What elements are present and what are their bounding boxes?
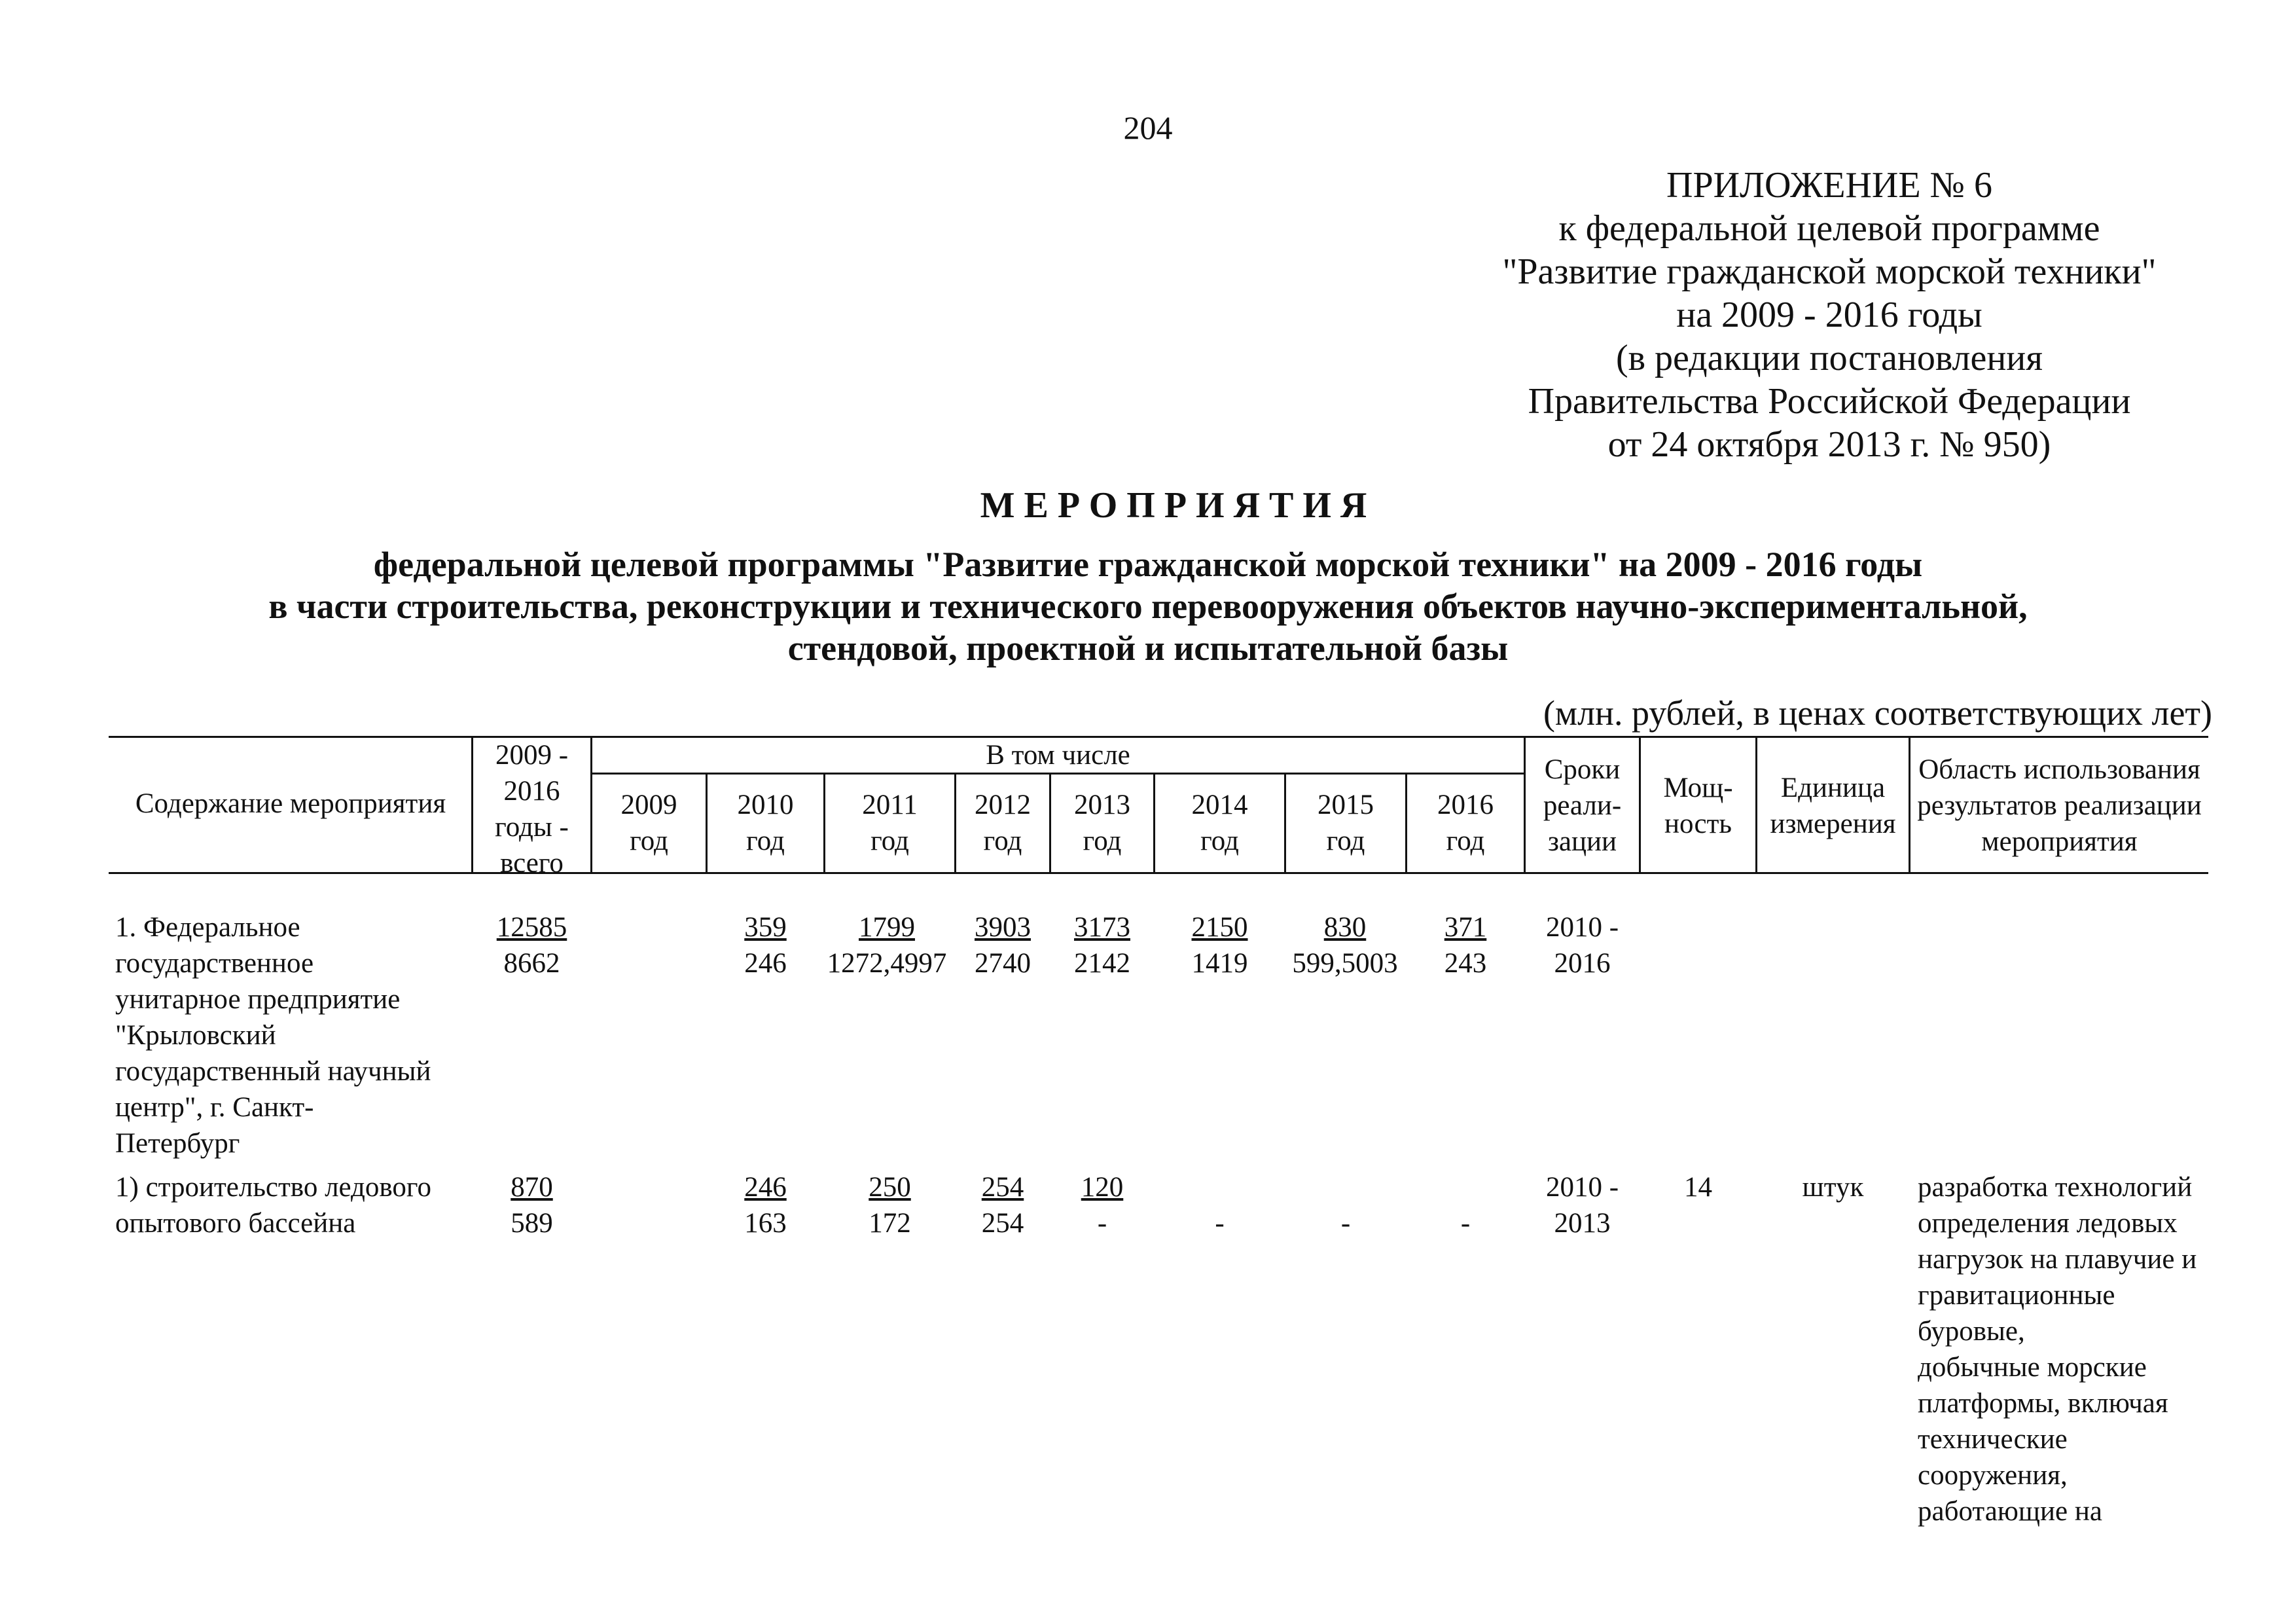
table-cell-2012: 3903 2740 xyxy=(975,912,1031,979)
table-row-content: 1) строительство ледового опытового бассейна xyxy=(115,1172,431,1239)
annex-line: от 24 октября 2013 г. № 950) xyxy=(1607,424,2051,465)
table-row-content: 1. Федеральное государственное унитарное предприятие "Крыловский государственный научный центр", г. Санкт- Петербург xyxy=(115,912,431,1159)
annex-line: "Развитие гражданской морской техники" xyxy=(1502,251,2157,292)
header-area: Область использования результатов реализации мероприятия xyxy=(1917,754,2202,857)
annex-line: Правительства Российской Федерации xyxy=(1528,381,2131,422)
header-year-2014: 2014 год xyxy=(1191,790,1248,856)
table-cell-total: 870 589 xyxy=(511,1172,553,1239)
annex-line: к федеральной целевой программе xyxy=(1558,208,2100,249)
table-cell-term: 2010 - 2013 xyxy=(1545,1172,1619,1239)
header-year-2011: 2011 год xyxy=(862,790,918,856)
table-cell-2012: 254 254 xyxy=(981,1172,1024,1239)
units-note: (млн. рублей, в ценах соответствующих лет) xyxy=(1543,693,2212,733)
page-number: 204 xyxy=(1123,109,1173,146)
header-year-2012: 2012 год xyxy=(975,790,1031,856)
table-cell-term: 2010 - 2016 xyxy=(1545,912,1619,979)
table-cell-2014: 2150 1419 xyxy=(1191,912,1248,979)
table-cell-total: 12585 8662 xyxy=(496,912,567,979)
table-cell-2011: 1799 1272,4997 xyxy=(827,912,947,979)
table-cell-area: разработка технологий определения ледовых нагрузок на плавучие и гравитационные буровые, добычные морские платформы, включая технические сооружения, работающие на xyxy=(1918,1172,2197,1527)
header-total: 2009 - 2016 годы - всего xyxy=(495,740,569,879)
table-cell-2015: - xyxy=(1340,1208,1351,1239)
header-capacity: Мощ- ность xyxy=(1663,773,1733,839)
table-cell-2016: 371 243 xyxy=(1444,912,1487,979)
header-year-2015: 2015 год xyxy=(1318,790,1374,856)
header-year-2016: 2016 год xyxy=(1437,790,1494,856)
table-cell-capacity: 14 xyxy=(1684,1172,1712,1203)
subtitle-line: в части строительства, реконструкции и технического перевооружения объектов научно-экспериментальной, xyxy=(268,587,2028,626)
annex-block xyxy=(1407,164,2251,466)
annex-line: на 2009 - 2016 годы xyxy=(1676,295,1982,335)
table-cell-unit: штук xyxy=(1802,1172,1864,1203)
annex-line: (в редакции постановления xyxy=(1615,338,2043,378)
table-header-bottom-rule xyxy=(109,872,2208,874)
table-cell-2013: 120 - xyxy=(1081,1172,1124,1239)
subtitle-line: федеральной целевой программы "Развитие гражданской морской техники" на 2009 - 2016 годы xyxy=(373,545,1923,584)
table-cell-2011: 250 172 xyxy=(869,1172,911,1239)
table-cell-2014: - xyxy=(1215,1208,1225,1239)
table-cell-2016: - xyxy=(1460,1208,1471,1239)
table-cell-2010: 359 246 xyxy=(744,912,787,979)
header-including: В том числе xyxy=(986,740,1130,771)
table-cell-2013: 3173 2142 xyxy=(1074,912,1130,979)
table-cell-2015: 830 599,5003 xyxy=(1292,912,1398,979)
table-cell-2010: 246 163 xyxy=(744,1172,787,1239)
header-year-2010: 2010 год xyxy=(737,790,794,856)
annex-line: ПРИЛОЖЕНИЕ № 6 xyxy=(1666,165,1992,206)
document-subtitle xyxy=(131,543,2165,669)
header-year-2009: 2009 год xyxy=(620,790,677,856)
subtitle-line: стендовой, проектной и испытательной базы xyxy=(787,629,1509,668)
header-year-2013: 2013 год xyxy=(1074,790,1130,856)
document-title: МЕРОПРИЯТИЯ xyxy=(980,485,1376,526)
header-unit: Единица измерения xyxy=(1770,773,1896,839)
header-content: Содержание мероприятия xyxy=(135,788,446,819)
header-term: Сроки реали- зации xyxy=(1543,754,1622,857)
